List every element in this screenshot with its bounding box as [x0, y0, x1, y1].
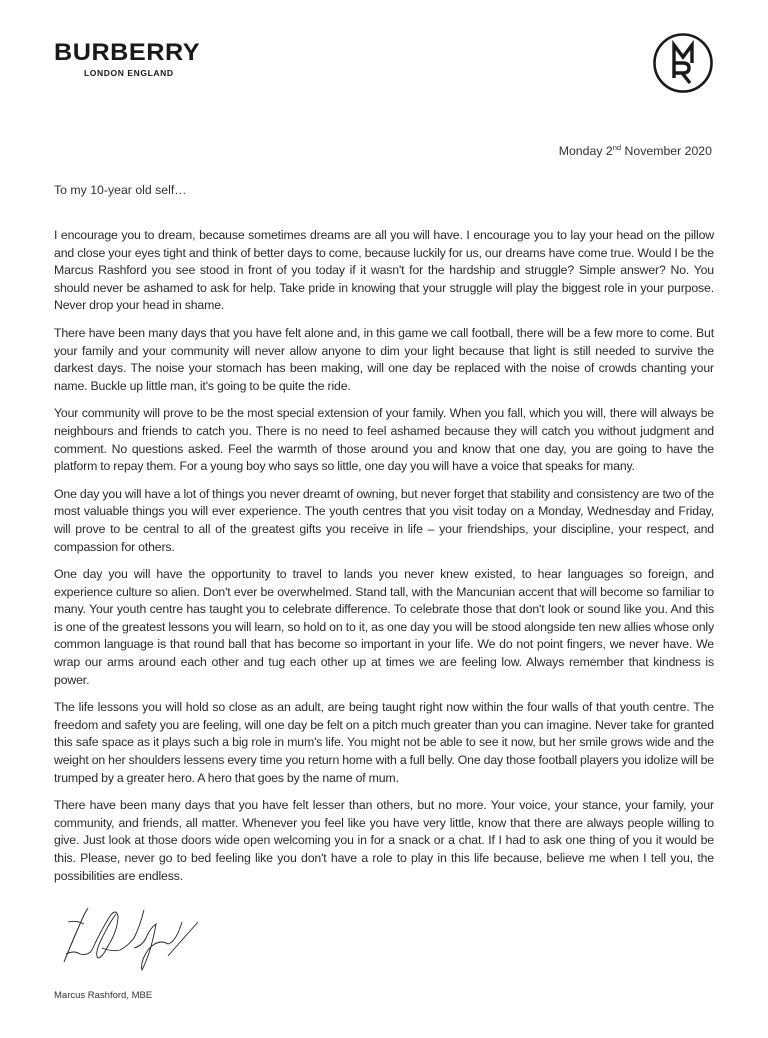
burberry-letterhead	[54, 40, 214, 78]
signature-icon	[58, 902, 208, 982]
paragraph: There have been many days that you have felt alone and, in this game we call football, there will be a few more to come. But your family and your community will never allow anyone to dim your light because that light is still needed to survive the darkest days. The noise your stomach has been making, will one day be replaced with the noise of crowds chanting your name. Buckle up little man, it's going to be quite the ride.	[54, 325, 714, 393]
letter-date	[559, 144, 712, 158]
paragraph: The life lessons you will hold so close as an adult, are being taught right now within the four walls of that youth centre. The freedom and safety you are feeling, will one day be felt on a pitch much greater than you can imagine. Never take for granted this safe space as it plays such a big role in mum's life. You might not be able to see it now, but her smile grows wide and the weight on her shoulders lessens every time you return home with a full belly. One day those football players you idolize will be trumped by a greater hero. A hero that goes by the name of mum.	[54, 700, 714, 785]
signatory-name: Marcus Rashford, MBE	[54, 990, 153, 1001]
paragraph: I encourage you to dream, because sometimes dreams are all you will have. I encourage you to lay your head on the pillow and close your eyes tight and think of better days to come, because luckily for us, our dreams have come true. Would I be the Marcus Rashford you see stood in front of you today if it wasn't for the hardship and struggle? Simple answer? No. You should never be ashamed to ask for help. Take pride in knowing that your struggle will play the biggest role in your purpose. Never drop your head in shame.	[54, 228, 714, 313]
brand-subtitle: LONDON ENGLAND	[84, 68, 174, 78]
paragraph: There have been many days that you have felt lesser than others, but no more. Your voice, your stance, your family, your community, and friends, all matter. Whenever you feel like you have very little, know that there are always people willing to give. Just look at those doors wide open welcoming you in for a snack or a chat. If I had to ask one thing of you it would be this. Please, never go to bed feeling like you don't have a role to play in this life because, believe me when I tell you, the possibilities are endless.	[54, 798, 714, 883]
date-day: Monday 2	[558, 144, 613, 158]
date-month-year: November 2020	[621, 144, 712, 158]
paragraph: One day you will have a lot of things you never dreamt of owning, but never forget that stability and consistency are two of the most valuable things you will ever experience. The youth centres that you visit today on a Monday, Wednesday and Friday, will prove to be central to all of the greatest gifts you receive in life – your friendships, your discipline, your respect, and compassion for others.	[54, 486, 714, 554]
date-ordinal: nd	[612, 142, 622, 152]
mr-monogram-icon	[652, 32, 714, 94]
paragraph: Your community will prove to be the most special extension of your family. When you fall, which you will, there will always be neighbours and friends to catch you. There is no need to feel ashamed because they will catch you without judgment and comment. No questions asked. Feel the warmth of those around you and know that one day, you are going to have the platform to repay them. For a young boy who says so little, one day you will have a voice that speaks for many.	[54, 406, 714, 474]
brand-logo: BURBERRY	[54, 39, 201, 66]
salutation: To my 10-year old self…	[54, 183, 187, 197]
letter-body	[54, 227, 714, 895]
paragraph: One day you will have the opportunity to travel to lands you never knew existed, to hear languages so foreign, and experience culture so alien. Don't ever be overwhelmed. Stand tall, with the Mancunian accent that will become so familiar to many. Your youth centre has taught you to celebrate difference. To celebrate those that don't look or sound like you. And this is one of the greatest lessons you will learn, so hold on to it, as one day you will be stood alongside ten new allies whose only common language is that round ball that has become so important in your life. We do not point fingers, we never have. We wrap our arms around each other and tug each other up at times we are feeling low. Always remember that kindness is power.	[54, 567, 714, 687]
